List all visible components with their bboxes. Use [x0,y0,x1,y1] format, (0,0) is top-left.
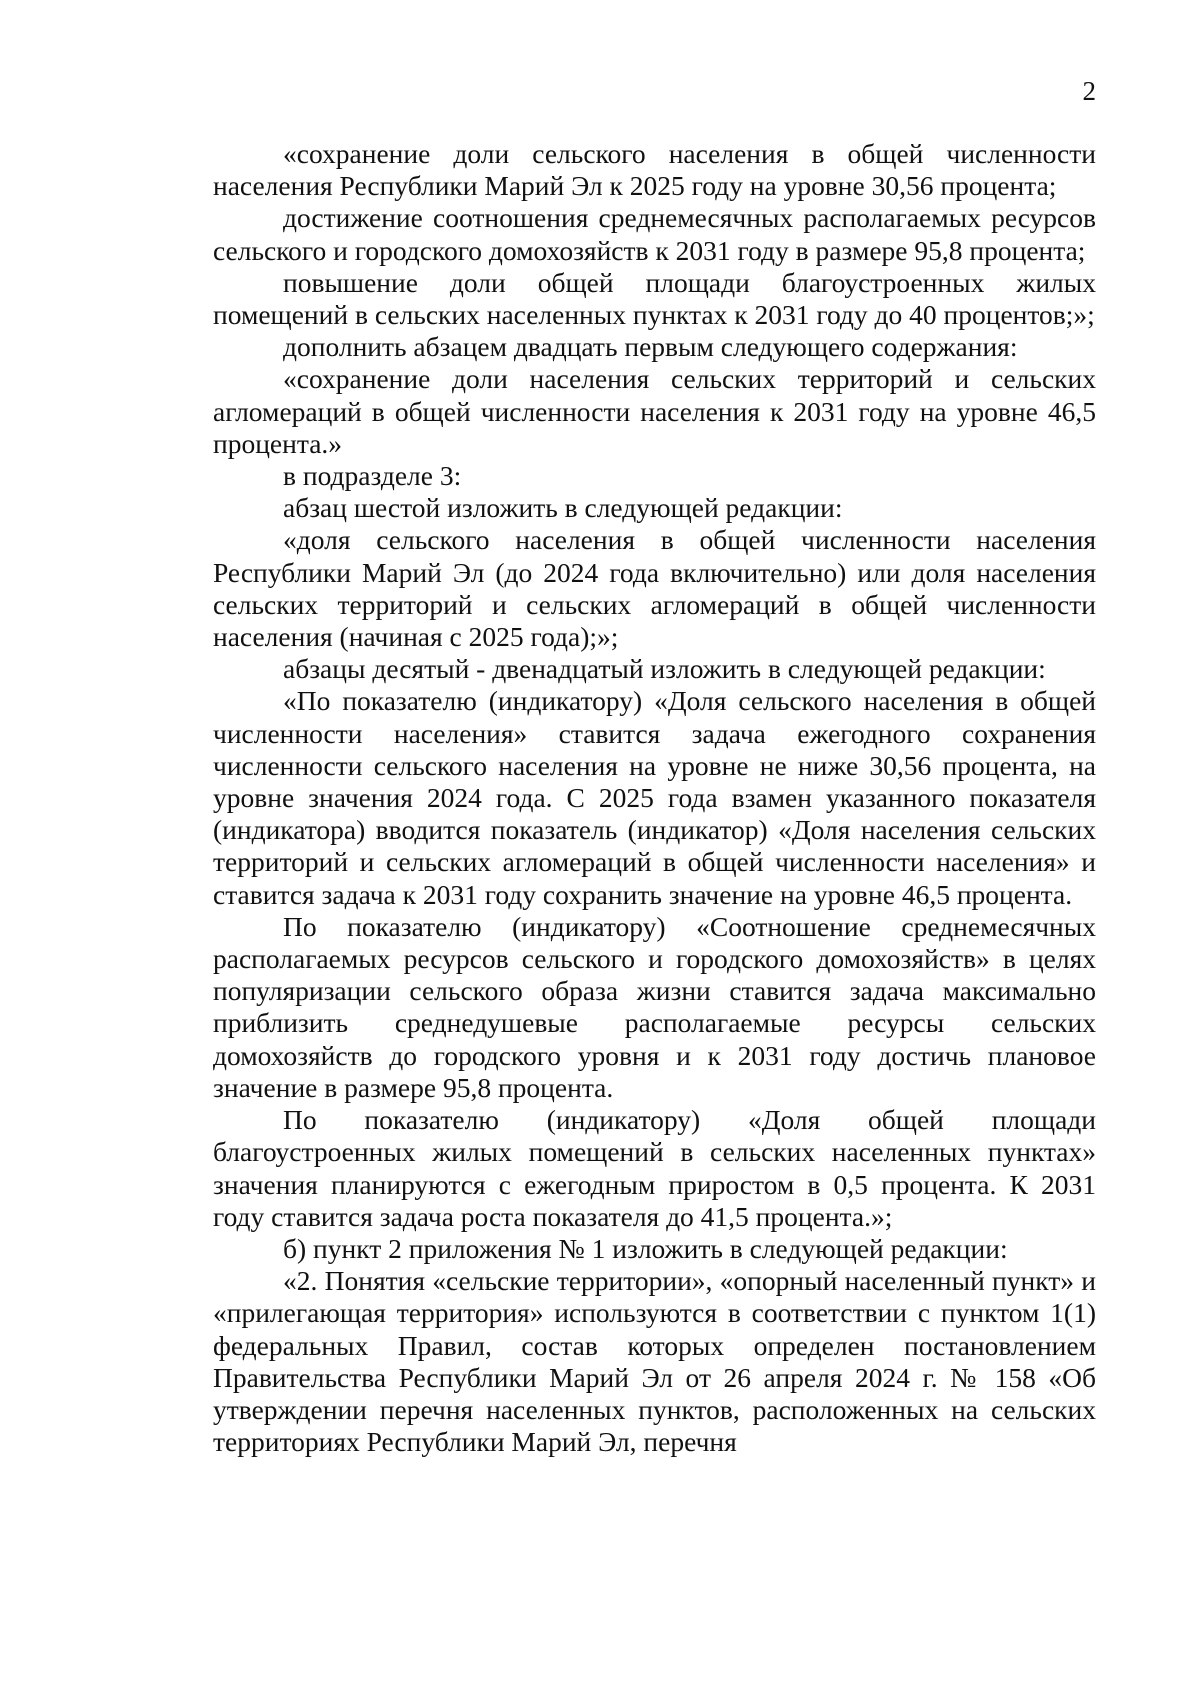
paragraph-housing-area-indicator: По показателю (индикатору) «Доля общей площади благоустроенных жилых помещений в сельских населенных пунктах» значения планируются с ежегодным приростом в 0,5 процента. К 2031 году ставится задача роста показателя до 41,5 процента.»; [213,1104,1096,1232]
paragraph-appendix-point-two-text: «2. Понятия «сельские территории», «опорный населенный пункт» и «прилегающая территория» используются в соответствии с пунктом 1(1) федеральных Правил, состав которых определен постановлением Правительства Республики Марий Эл от 26 апреля 2024 г. № 158 «Об утверждении перечня населенных пунктов, расположенных на сельских территориях Республики Марий Эл, перечня [213,1265,1096,1458]
page-number: 2 [1082,76,1096,106]
paragraph-household-resources-ratio: достижение соотношения среднемесячных располагаемых ресурсов сельского и городского домохозяйств к 2031 году в размере 95,8 процента; [213,202,1096,266]
paragraph-rural-population-share: «сохранение доли сельского населения в общей численности населения Республики Марий Эл к 2025 году на уровне 30,56 процента; [213,138,1096,202]
paragraph-tenth-twelfth-clauses-instruction: абзацы десятый - двенадцатый изложить в следующей редакции: [283,653,1046,685]
paragraph-add-twenty-first-clause: дополнить абзацем двадцать первым следующего содержания: [283,331,1018,363]
paragraph-appendix-point-two-instruction: б) пункт 2 приложения № 1 изложить в следующей редакции: [283,1232,1008,1264]
paragraph-housing-area-share: повышение доли общей площади благоустроенных жилых помещений в сельских населенных пунктах к 2031 году до 40 процентов;»; [213,266,1096,331]
paragraph-territories-population-share: «сохранение доли населения сельских территорий и сельских агломераций в общей численности населения к 2031 году на уровне 46,5 процента.» [213,363,1096,459]
document-body [213,138,1096,1458]
paragraph-sixth-clause-instruction: абзац шестой изложить в следующей редакции: [283,492,843,524]
paragraph-sixth-clause-text: «доля сельского населения в общей численности населения Республики Марий Эл (до 2024 года включительно) или доля населения сельских территорий и сельских агломераций в общей численности населения (начиная с 2025 года);»; [213,524,1096,653]
paragraph-population-indicator: «По показателю (индикатору) «Доля сельского населения в общей численности населения» ставится задача ежегодного сохранения численности сельского населения на уровне не ниже 30,56 процента, на уровне значения 2024 года. С 2025 года взамен указанного показателя (индикатора) вводится показатель (индикатор) «Доля населения сельских территорий и сельских агломераций в общей численности населения» и ставится задача к 2031 году сохранить значение на уровне 46,5 процента. [213,685,1096,910]
paragraph-subsection-three: в подразделе 3: [283,460,462,492]
paragraph-household-resources-indicator: По показателю (индикатору) «Соотношение среднемесячных располагаемых ресурсов сельского и городского домохозяйств» в целях популяризации сельского образа жизни ставится задача максимально приблизить среднедушевые располагаемые ресурсы сельских домохозяйств до городского уровня и к 2031 году достичь плановое значение в размере 95,8 процента. [213,910,1096,1103]
